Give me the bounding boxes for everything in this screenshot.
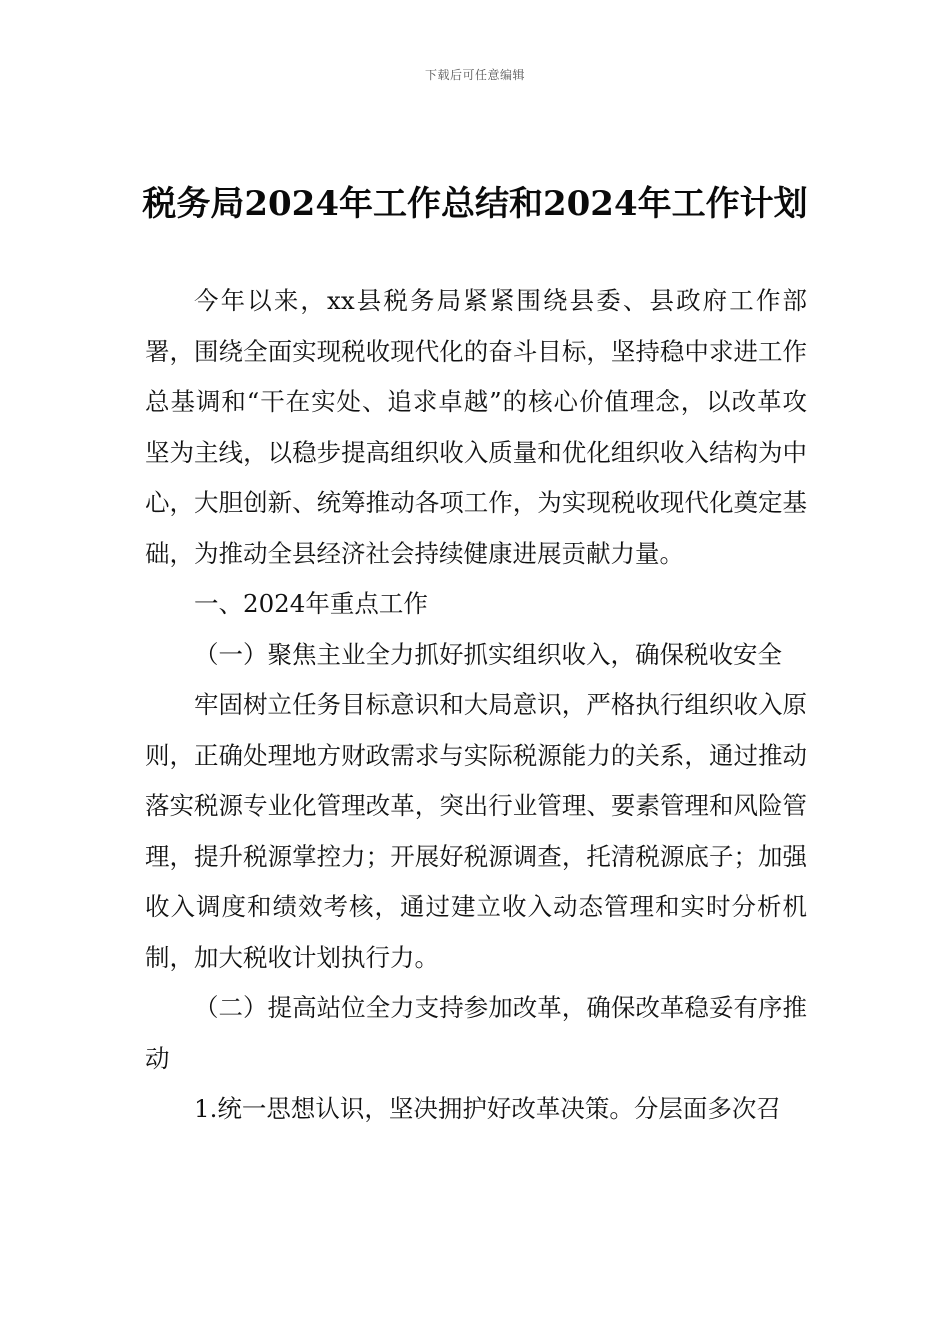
header-note: 下载后可任意编辑 (424, 68, 525, 82)
document-body (145, 276, 807, 1135)
list-item-1: 1.统一思想认识，坚决拥护好改革决策。分层面多次召 (194, 1094, 781, 1123)
document-title: 税务局2024年工作总结和2024年工作计划 (142, 184, 808, 224)
subsection-heading-1: （一）聚焦主业全力抓好抓实组织收入，确保税收安全 (194, 639, 782, 669)
intro-paragraph: 今年以来，xx县税务局紧紧围绕县委、县政府工作部署，围绕全面实现税收现代化的奋斗目标，坚持稳中求进工作总基调和“干在实处、追求卓越”的核心价值理念，以改革攻坚为主线，以稳步提高组织收入质量和优化组织收入结构为中心，大胆创新、统筹推动各项工作，为实现税收现代化奠定基础，为推动全县经济社会持续健康进展贡献力量。 (145, 286, 807, 568)
body-paragraph-1: 牢固树立任务目标意识和大局意识，严格执行组织收入原则，正确处理地方财政需求与实际税源能力的关系，通过推动落实税源专业化管理改革，突出行业管理、要素管理和风险管理，提升税源掌控力；开展好税源调查，托清税源底子；加强收入调度和绩效考核，通过建立收入动态管理和实时分析机制，加大税收计划执行力。 (145, 690, 807, 972)
subsection-heading-2: （二）提高站位全力支持参加改革，确保改革稳妥有序推动 (145, 993, 807, 1073)
section-heading-1: 一、2024年重点工作 (194, 589, 428, 618)
